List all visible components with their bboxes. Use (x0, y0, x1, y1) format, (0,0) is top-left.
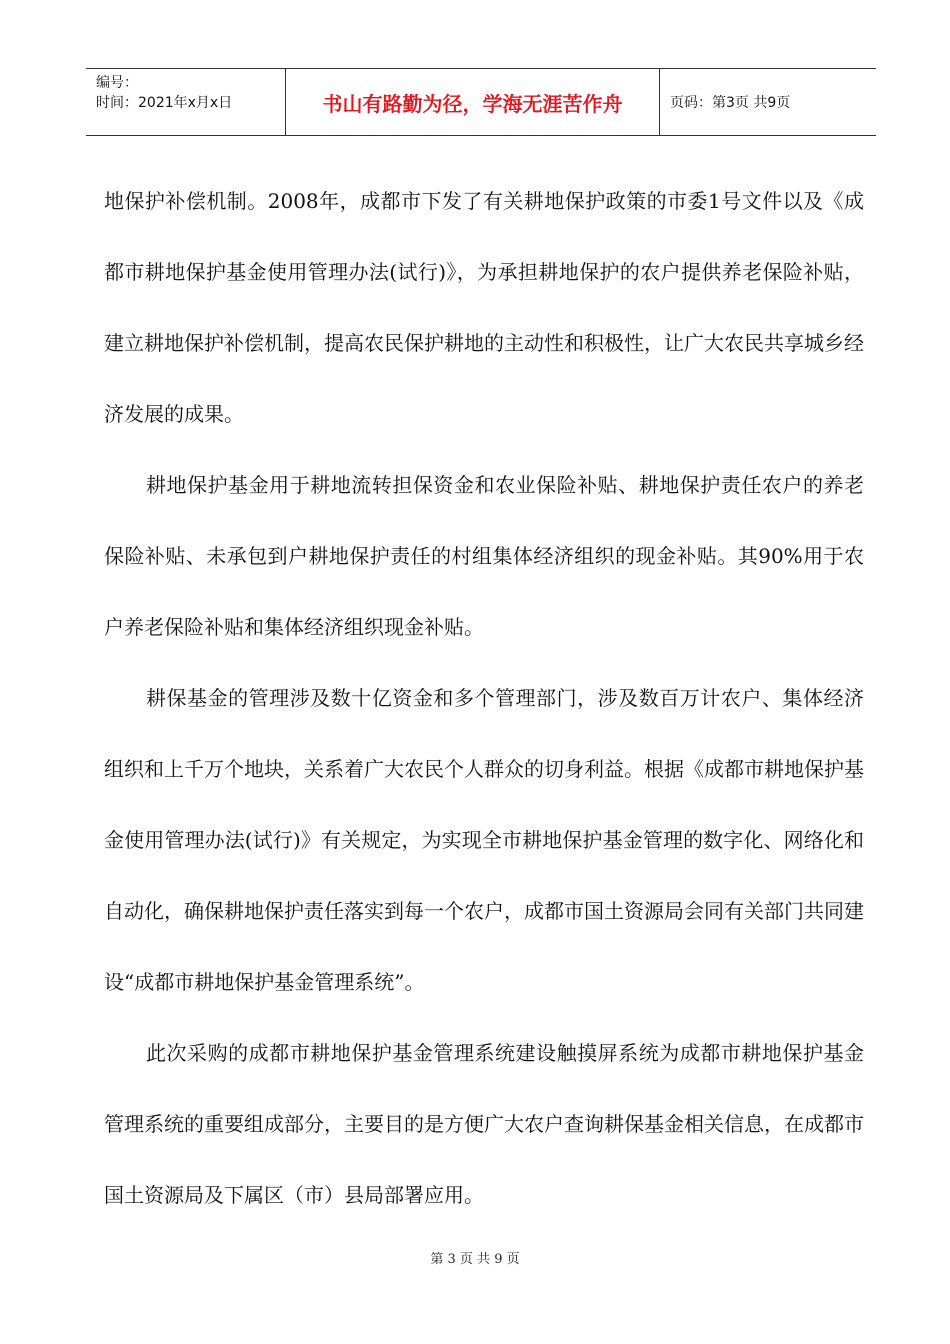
paragraph: 耕地保护基金用于耕地流转担保资金和农业保险补贴、耕地保护责任农户的养老保险补贴、未承包到户耕地保护责任的村组集体经济组织的现金补贴。其90%用于农户养老保险补贴和集体经济组织现金补贴。 (104, 473, 864, 639)
time-label: 时间：2021年x月x日 (96, 95, 233, 111)
header-motto: 书山有路勤为径，学海无涯苦作舟 (286, 69, 660, 135)
paragraph: 地保护补偿机制。2008年，成都市下发了有关耕地保护政策的市委1号文件以及《成都市耕地保护基金使用管理办法(试行)》，为承担耕地保护的农户提供养老保险补贴，建立耕地保护补偿机制，提高农民保护耕地的主动性和积极性，让广大农民共享城乡经济发展的成果。 (104, 189, 864, 426)
paragraph: 耕保基金的管理涉及数十亿资金和多个管理部门，涉及数百万计农户、集体经济组织和上千万个地块，关系着广大农民个人群众的切身利益。根据《成都市耕地保护基金使用管理办法(试行)》有关规定，为实现全市耕地保护基金管理的数字化、网络化和自动化，确保耕地保护责任落实到每一个农户，成都市国土资源局会同有关部门共同建设“成都市耕地保护基金管理系统”。 (104, 686, 864, 994)
number-label: 编号： (96, 75, 138, 91)
document-body (104, 166, 864, 1231)
header-meta (86, 69, 286, 135)
page-footer: 第 3 页 共 9 页 (430, 1252, 520, 1267)
header-page-label: 页码：第3页 共9页 (670, 95, 791, 111)
paragraph: 此次采购的成都市耕地保护基金管理系统建设触摸屏系统为成都市耕地保护基金管理系统的重要组成部分，主要目的是方便广大农户查询耕保基金相关信息，在成都市国土资源局及下属区（市）县局部署应用。 (104, 1041, 864, 1207)
page-header (86, 68, 876, 136)
